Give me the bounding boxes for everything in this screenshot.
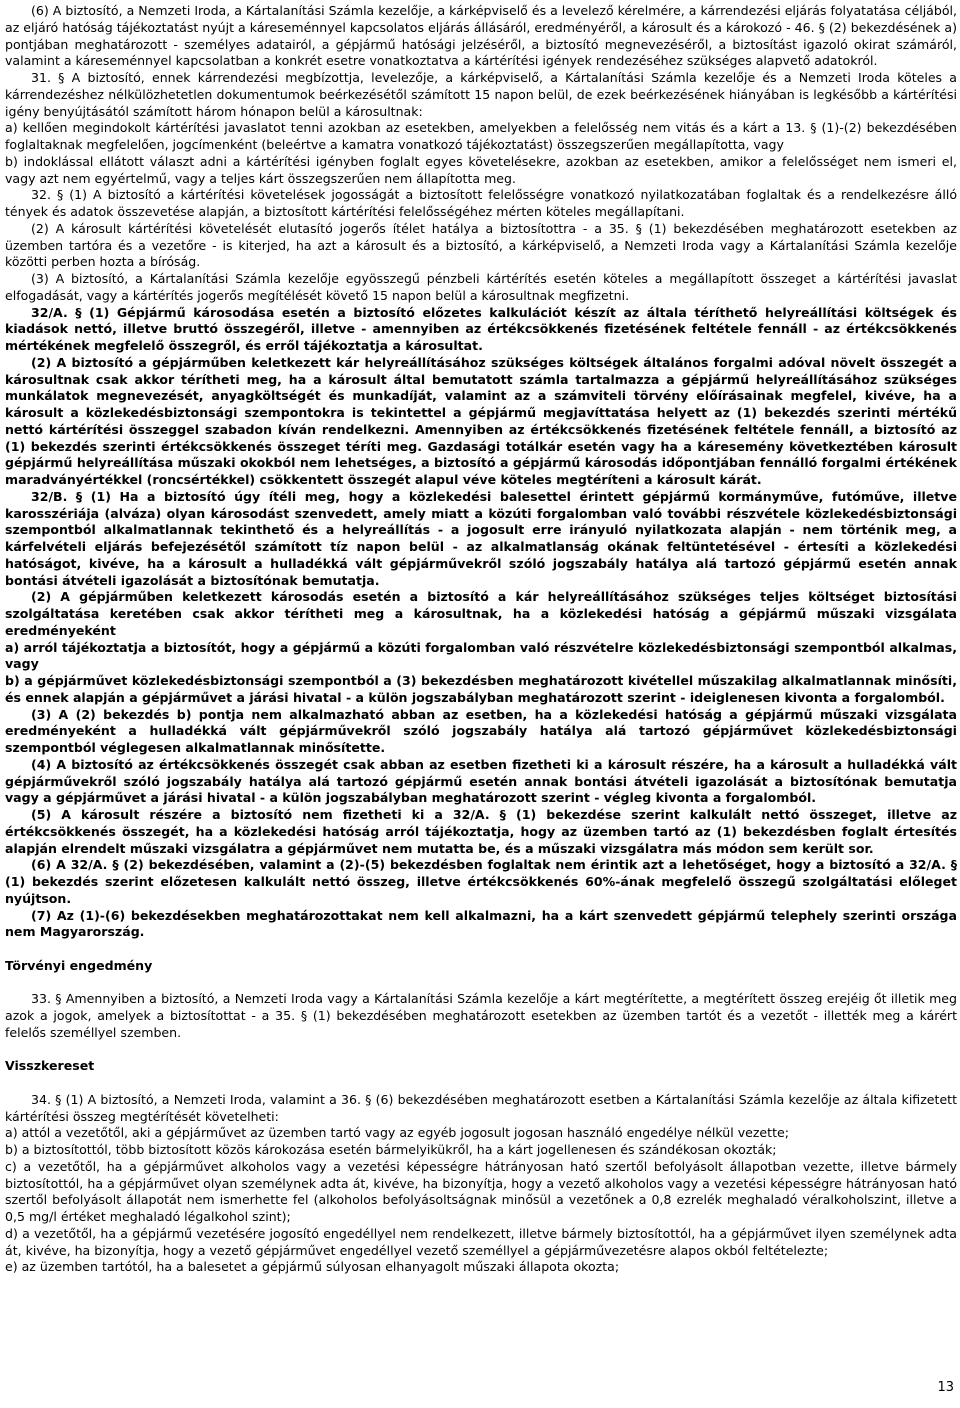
paragraph: (2) A biztosító a gépjárműben keletkezett kár helyreállításához szükséges költségek általános forgalmi adóval növelt összegét a károsultnak csak akkor térítheti meg, ha a károsult által bemutatott számla tartalmazza a gépjármű helyreállításához szükséges munkálatok megnevezését, anyagköltségét és munkadíját, valamint az a számviteli törvény előírásainak megfelel, kivéve, ha a károsult a közlekedésbiztonsági szempontokra is tekintettel a gépjármű megjavíttatása helyett az (1) bekezdés szerinti mértékű nettó kártérítési összeggel szabadon kíván rendelkezni. Amennyiben az értékcsökkenés fizetésének feltétele fennáll, a biztosító az (1) bekezdés szerinti értékcsökkenés összeget téríti meg. Gazdasági totálkár esetén vagy ha a káresemény következtében károsult gépjármű helyreállítása műszaki okokból nem lehetséges, a biztosító a gépjármű károsodás időpontjában fennálló forgalmi értékének maradványértékkel (roncsértékkel) csökkentett összegét alapul véve köteles megtéríteni a károsult kárát. bbox=[5, 354, 957, 487]
paragraph: 32. § (1) A biztosító a kártérítési követelések jogosságát a biztosított felelősségre vonatkozó nyilatkozatában foglaltak és a rendelkezésre álló tények és adatok összevetése alapján, a biztosított kártérítési felelősségéhez mérten köteles megállapítani. bbox=[5, 187, 957, 219]
paragraph: b) a gépjárművet közlekedésbiztonsági szempontból a (3) bekezdésben meghatározott kivétellel műszakilag alkalmatlannak minősíti, és ennek alapján a gépjárművet a járási hivatal - a külön jogszabályban meghatározott szerint - ideiglenesen kivonta a forgalomból. bbox=[5, 673, 957, 705]
paragraph: 32/A. § (1) Gépjármű károsodása esetén a biztosító előzetes kalkulációt készít az általa téríthető helyreállítási költségek és kiadások nettó, illetve bruttó összegéről, illetve - amennyiben az értékcsökkenés fizetésének feltétele fennáll - az értékcsökkenés mértékének megfelelő összegről, és erről tájékoztatja a károsultat. bbox=[5, 304, 957, 353]
paragraph: 33. § Amennyiben a biztosító, a Nemzeti Iroda vagy a Kártalanítási Számla kezelője a kárt megtérítette, a megtérített összeg erejéig őt illetik meg azok a jogok, amelyek a biztosítottat - a 35. § (1) bekezdésében meghatározott esetekben az üzemben tartót és a vezetőt - illették meg a kárért felelős személlyel szemben. bbox=[5, 991, 957, 1040]
document-page bbox=[5, 3, 957, 1276]
paragraph: a) kellően megindokolt kártérítési javaslatot tenni azokban az esetekben, amelyekben a felelősség nem vitás és a kárt a 13. § (1)-(2) bekezdésében foglaltaknak megfelelően, jogcímenként (beleértve a kamatra vonatkozó tájékoztatást) összegszerűen megállapította, vagy bbox=[5, 120, 957, 152]
paragraph: (2) A gépjárműben keletkezett károsodás esetén a biztosító a kár helyreállításához szükséges teljes költséget biztosítási szolgáltatása keretében csak akkor térítheti meg a károsultnak, ha a közlekedési hatóság a gépjármű műszaki vizsgálata eredményeként bbox=[5, 589, 957, 638]
paragraph: 32/B. § (1) Ha a biztosító úgy ítéli meg, hogy a közlekedési balesettel érintett gépjármű kormányműve, futóműve, illetve karosszériája (alváza) olyan károsodást szenvedett, amely miatt a közúti forgalomban való további részvétele közlekedésbiztonsági szempontból alkalmatlannak tekinthető és a helyreállítás - a jogosult erre irányuló nyilatkozata alapján - nem történik meg, a kárfelvételi eljárás befejezésétől számított tíz napon belül - az alkalmatlanság okának feltüntetésével - értesíti a közlekedési hatóságot, kivéve, ha a károsult a hulladékká vált gépjárművekről szóló jogszabály hatálya alá tartozó gépjármű esetén annak bontási átvételi igazolását a biztosítónak bemutatja. bbox=[5, 488, 957, 588]
section-heading: Visszkereset bbox=[5, 1058, 95, 1074]
paragraph: b) indoklással ellátott választ adni a kártérítési igényben foglalt egyes követelésekre, azokban az esetekben, amikor a felelősséget nem ismeri el, vagy azt nem egyértelmű, vagy a teljes kárt összegszerűen nem állapította meg. bbox=[5, 153, 957, 186]
paragraph: a) attól a vezetőtől, aki a gépjárművet az üzemben tartó vagy az egyéb jogosult jogosan használó engedélye nélkül vezette; bbox=[5, 1125, 789, 1141]
paragraph: 34. § (1) A biztosító, a Nemzeti Iroda, valamint a 36. § (6) bekezdésében meghatározott esetben a Kártalanítási Számla kezelője az általa kifizetett kártérítési összeg megtérítését követelheti: bbox=[5, 1091, 957, 1124]
paragraph: c) a vezetőtől, ha a gépjárművet alkoholos vagy a vezetési képességre hátrányosan ható szertől befolyásolt állapotban vezette, illetve bármely biztosítottól, ha a gépjárművet olyan személynek adta át, kivéve, ha bizonyítja, hogy a vezető alkoholos vagy a vezetési képességre hátrányosan ható szertől befolyásolt állapotát nem ismerhette fel (alkoholos befolyásoltságnak minősül a vezetőnek a 0,8 ezrelék meghaladó véralkoholszint, illetve a 0,5 mg/l értéket meghaladó légalkohol szint); bbox=[5, 1158, 957, 1224]
paragraph: (2) A károsult kártérítési követelését elutasító jogerős ítélet hatálya a biztosítottra - a 35. § (1) bekezdésében meghatározott esetekben az üzemben tartóra és a vezetőre - is kiterjed, ha azt a károsult és a biztosító, a kárképviselő, a Nemzeti Iroda vagy a Kártalanítási Számla kezelője közötti perben hozta a bíróság. bbox=[5, 220, 957, 270]
paragraph: 31. § A biztosító, ennek kárrendezési megbízottja, levelezője, a kárképviselő, a Kártalanítási Számla kezelője és a Nemzeti Iroda köteles a kárrendezéshez nélkülözhetetlen dokumentumok beérkezésétől számított 15 napon belül, de ezek beérkezésének hiányában is legkésőbb a kártérítési igény benyújtásától számított három hónapon belül a károsultnak: bbox=[5, 70, 957, 119]
section-heading: Törvényi engedmény bbox=[5, 957, 153, 973]
paragraph: (3) A biztosító, a Kártalanítási Számla kezelője egyösszegű pénzbeli kártérítés esetén köteles a megállapított összeget a kártérítési javaslat elfogadását, vagy a kártérítés jogerős megítélését követő 15 napon belül a károsultnak megfizetni. bbox=[5, 271, 957, 303]
paragraph: (5) A károsult részére a biztosító nem fizetheti ki a 32/A. § (1) bekezdése szerint kalkulált nettó összeget, illetve az értékcsökkenés összegét, ha a közlekedési hatóság arról tájékoztatja, hogy az üzemben tartó az (1) bekezdésben foglalt értesítés alapján elrendelt műszaki vizsgálatra a gépjárművet nem mutatta be, és a műszaki vizsgálatra más módon sem került sor. bbox=[5, 807, 957, 856]
paragraph: (6) A 32/A. § (2) bekezdésében, valamint a (2)-(5) bekezdésben foglaltak nem érintik azt a lehetőséget, hogy a biztosító a 32/A. § (1) bekezdés szerint előzetesen kalkulált nettó összeg, illetve értékcsökkenés 60%-ának megfelelő összegű szolgáltatási előleget nyújtson. bbox=[5, 857, 957, 906]
paragraph: (3) A (2) bekezdés b) pontja nem alkalmazható abban az esetben, ha a közlekedési hatóság a gépjármű műszaki vizsgálata eredményeként a hulladékká vált gépjárművekről szóló jogszabály hatálya alá tartozó gépjárművet közlekedésbiztonsági szempontból véglegesen alkalmatlannak minősítette. bbox=[5, 706, 957, 755]
paragraph: (6) A biztosító, a Nemzeti Iroda, a Kártalanítási Számla kezelője, a kárképviselő és a levelező kérelmére, a kárrendezési eljárás folyatatása céljából, az eljáró hatóság tájékoztatást nyújt a káreseménnyel kapcsolatos eljárás állásáról, eredményéről, a károsult és a károkozó - 46. § (2) bekezdésének a) pontjában meghatározott - személyes adatairól, a gépjármű hatósági jelzéséről, a biztosító megnevezéséről, a biztosítást igazoló okirat számáról, valamint a káreseménnyel kapcsolatban a konkrét esetre vonatkoztatva a kártérítési igények rendezéséhez szükséges alapvető adatokról. bbox=[5, 3, 957, 69]
paragraph: e) az üzemben tartótól, ha a balesetet a gépjármű súlyosan elhanyagolt műszaki állapota okozta; bbox=[5, 1259, 620, 1275]
paragraph: b) a biztosítottól, több biztosított közös károkozása esetén bármelyikükről, ha a kárt jogellenesen és szándékosan okozták; bbox=[5, 1142, 777, 1157]
paragraph: (7) Az (1)-(6) bekezdésekben meghatározottakat nem kell alkalmazni, ha a kárt szenvedett gépjármű telephely szerinti országa nem Magyarország. bbox=[5, 907, 957, 940]
paragraph: d) a vezetőtől, ha a gépjármű vezetésére jogosító engedéllyel nem rendelkezett, illetve bármely biztosítottól, ha a gépjárművet ilyen személynek adta át, kivéve, ha bizonyítja, hogy a vezető gépjárművet engedéllyel vezető személlyel a gépjárművezetésre alapos okból feltételezte; bbox=[5, 1225, 957, 1258]
paragraph: a) arról tájékoztatja a biztosítót, hogy a gépjármű a közúti forgalomban való részvételre közlekedésbiztonsági szempontból alkalmas, vagy bbox=[5, 639, 957, 672]
page-number: 13 bbox=[937, 1380, 954, 1395]
paragraph: (4) A biztosító az értékcsökkenés összegét csak abban az esetben fizetheti ki a károsult részére, ha a károsult a hulladékká vált gépjárművekről szóló jogszabály hatálya alá tartozó gépjármű esetén annak bontási átvételi igazolását a biztosítónak bemutatja vagy a gépjárművet a járási hivatal - a külön jogszabályban meghatározott szerint - végleg kivonta a forgalomból. bbox=[5, 756, 957, 806]
